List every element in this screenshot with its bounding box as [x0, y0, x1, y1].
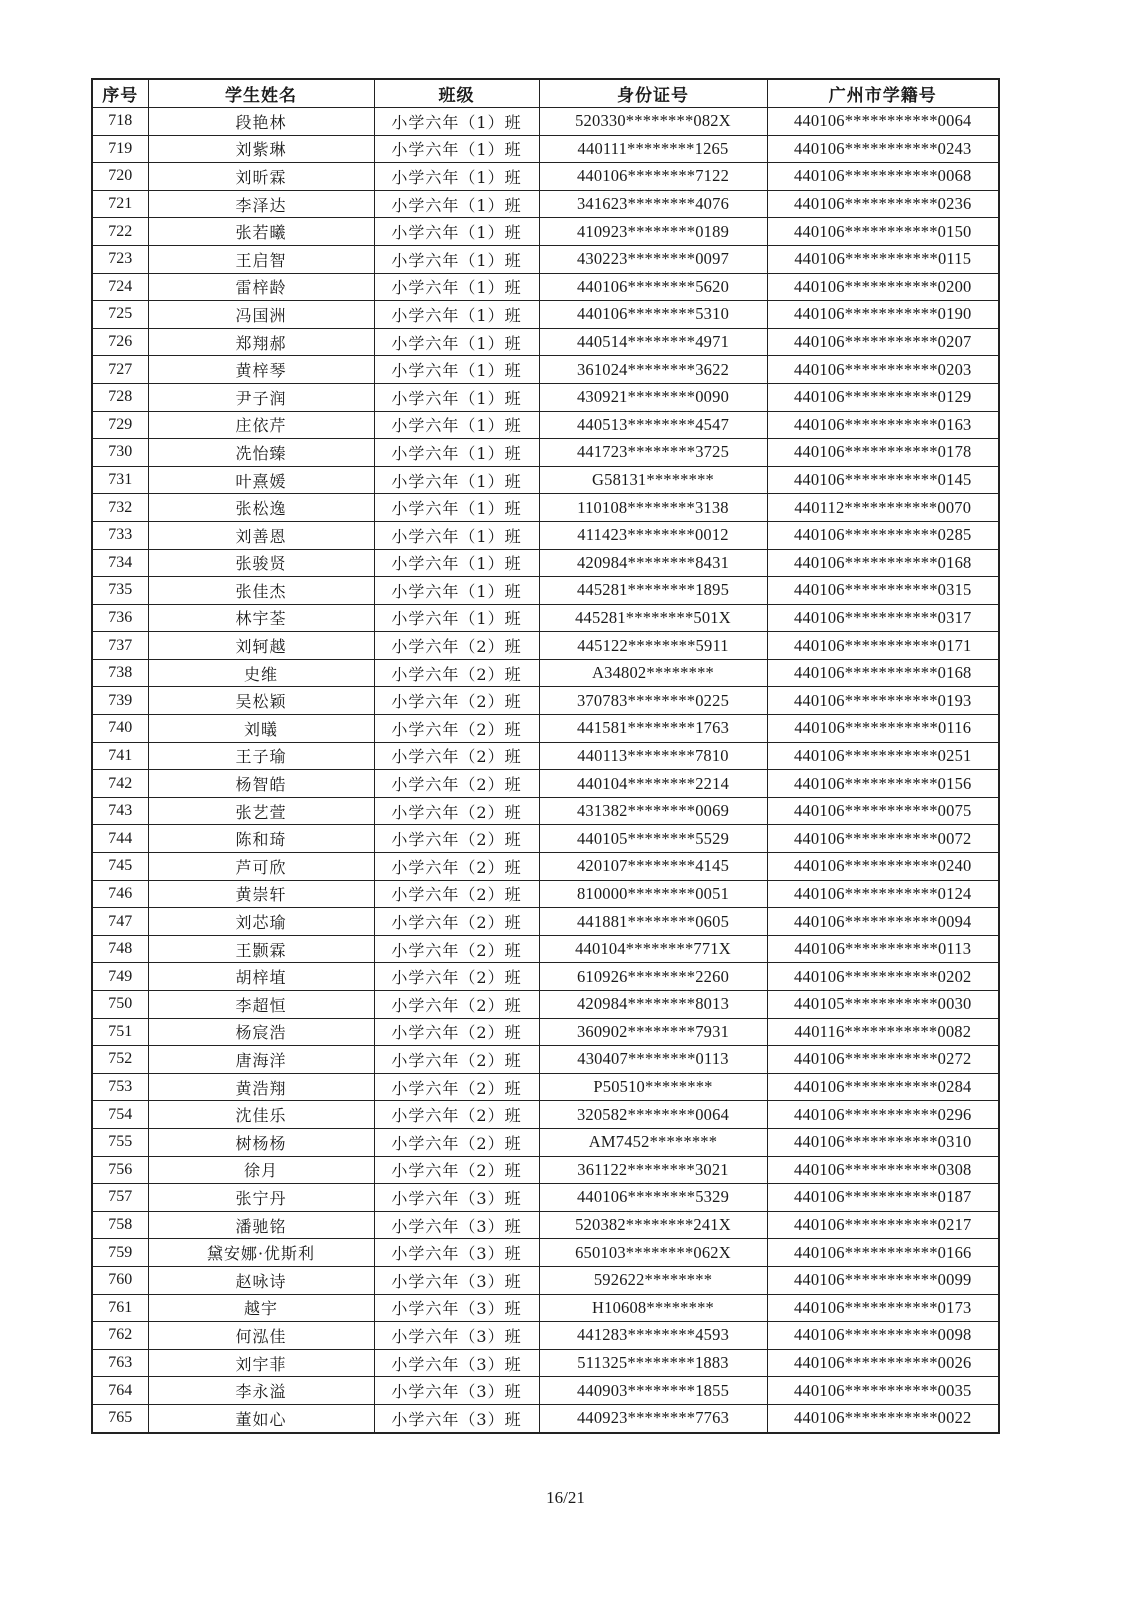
cell-student-name: 杨智皓 — [148, 770, 374, 798]
cell-student-name: 黄浩翔 — [148, 1073, 374, 1101]
cell-seq: 764 — [92, 1377, 148, 1405]
table-row — [92, 439, 999, 467]
cell-seq: 758 — [92, 1211, 148, 1239]
table-row — [92, 935, 999, 963]
table-row — [92, 301, 999, 329]
cell-class: 小学六年（2）班 — [374, 963, 539, 991]
cell-class: 小学六年（3）班 — [374, 1404, 539, 1432]
cell-student-name: 越宇 — [148, 1294, 374, 1322]
cell-seq: 748 — [92, 935, 148, 963]
cell-seq: 720 — [92, 163, 148, 191]
cell-id-number: 110108********3138 — [539, 494, 767, 522]
cell-registry-number: 440106***********0022 — [767, 1404, 999, 1432]
cell-id-number: 441283********4593 — [539, 1322, 767, 1350]
table-row — [92, 577, 999, 605]
cell-registry-number: 440106***********0251 — [767, 742, 999, 770]
cell-id-number: 440111********1265 — [539, 135, 767, 163]
table-row — [92, 273, 999, 301]
table-row — [92, 991, 999, 1019]
cell-student-name: 李超恒 — [148, 991, 374, 1019]
table-row — [92, 742, 999, 770]
cell-student-name: 刘宇菲 — [148, 1349, 374, 1377]
table-row — [92, 328, 999, 356]
table-row — [92, 1377, 999, 1405]
cell-class: 小学六年（2）班 — [374, 1046, 539, 1074]
cell-id-number: 320582********0064 — [539, 1101, 767, 1129]
cell-student-name: 冯国洲 — [148, 301, 374, 329]
cell-class: 小学六年（2）班 — [374, 687, 539, 715]
cell-student-name: 刘善恩 — [148, 521, 374, 549]
cell-seq: 761 — [92, 1294, 148, 1322]
cell-id-number: 440514********4971 — [539, 328, 767, 356]
cell-class: 小学六年（2）班 — [374, 825, 539, 853]
table-row — [92, 659, 999, 687]
cell-class: 小学六年（1）班 — [374, 301, 539, 329]
cell-student-name: 史维 — [148, 659, 374, 687]
cell-registry-number: 440106***********0315 — [767, 577, 999, 605]
cell-class: 小学六年（3）班 — [374, 1349, 539, 1377]
cell-student-name: 杨宸浩 — [148, 1018, 374, 1046]
cell-id-number: G58131******** — [539, 466, 767, 494]
header-student-registry-number: 广州市学籍号 — [767, 79, 999, 108]
cell-seq: 739 — [92, 687, 148, 715]
cell-id-number: 650103********062X — [539, 1239, 767, 1267]
cell-seq: 752 — [92, 1046, 148, 1074]
cell-seq: 734 — [92, 549, 148, 577]
cell-registry-number: 440106***********0163 — [767, 411, 999, 439]
cell-seq: 765 — [92, 1404, 148, 1432]
cell-student-name: 徐月 — [148, 1156, 374, 1184]
cell-seq: 725 — [92, 301, 148, 329]
cell-seq: 718 — [92, 108, 148, 136]
table-body — [92, 108, 999, 1433]
table-row — [92, 1184, 999, 1212]
cell-registry-number: 440106***********0236 — [767, 190, 999, 218]
cell-class: 小学六年（1）班 — [374, 163, 539, 191]
cell-id-number: 441581********1763 — [539, 715, 767, 743]
cell-class: 小学六年（2）班 — [374, 853, 539, 881]
cell-student-name: 张佳杰 — [148, 577, 374, 605]
cell-id-number: 440106********5310 — [539, 301, 767, 329]
cell-id-number: A34802******** — [539, 659, 767, 687]
cell-registry-number: 440106***********0285 — [767, 521, 999, 549]
cell-seq: 746 — [92, 880, 148, 908]
cell-registry-number: 440106***********0202 — [767, 963, 999, 991]
cell-id-number: 430407********0113 — [539, 1046, 767, 1074]
cell-id-number: 410923********0189 — [539, 218, 767, 246]
cell-class: 小学六年（2）班 — [374, 715, 539, 743]
cell-registry-number: 440106***********0150 — [767, 218, 999, 246]
cell-registry-number: 440106***********0113 — [767, 935, 999, 963]
cell-id-number: 520330********082X — [539, 108, 767, 136]
cell-class: 小学六年（1）班 — [374, 245, 539, 273]
table-row — [92, 1404, 999, 1432]
cell-registry-number: 440105***********0030 — [767, 991, 999, 1019]
cell-seq: 724 — [92, 273, 148, 301]
cell-student-name: 庄依芹 — [148, 411, 374, 439]
table-row — [92, 1156, 999, 1184]
cell-class: 小学六年（2）班 — [374, 632, 539, 660]
cell-student-name: 张若曦 — [148, 218, 374, 246]
cell-class: 小学六年（2）班 — [374, 1101, 539, 1129]
cell-seq: 719 — [92, 135, 148, 163]
cell-registry-number: 440106***********0217 — [767, 1211, 999, 1239]
cell-student-name: 张骏贤 — [148, 549, 374, 577]
table-row — [92, 1349, 999, 1377]
cell-student-name: 刘芯瑜 — [148, 908, 374, 936]
table-row — [92, 549, 999, 577]
cell-seq: 730 — [92, 439, 148, 467]
cell-seq: 763 — [92, 1349, 148, 1377]
table-row — [92, 245, 999, 273]
cell-class: 小学六年（1）班 — [374, 328, 539, 356]
cell-id-number: 511325********1883 — [539, 1349, 767, 1377]
cell-class: 小学六年（1）班 — [374, 494, 539, 522]
table-row — [92, 1211, 999, 1239]
cell-id-number: 370783********0225 — [539, 687, 767, 715]
cell-registry-number: 440106***********0200 — [767, 273, 999, 301]
cell-id-number: 445281********501X — [539, 604, 767, 632]
header-class: 班级 — [374, 79, 539, 108]
cell-registry-number: 440106***********0240 — [767, 853, 999, 881]
cell-student-name: 王启智 — [148, 245, 374, 273]
cell-seq: 749 — [92, 963, 148, 991]
cell-seq: 743 — [92, 797, 148, 825]
cell-class: 小学六年（3）班 — [374, 1184, 539, 1212]
cell-registry-number: 440106***********0178 — [767, 439, 999, 467]
cell-seq: 755 — [92, 1128, 148, 1156]
cell-student-name: 黄梓琴 — [148, 356, 374, 384]
table-row — [92, 163, 999, 191]
cell-student-name: 树杨杨 — [148, 1128, 374, 1156]
cell-seq: 759 — [92, 1239, 148, 1267]
cell-id-number: 440105********5529 — [539, 825, 767, 853]
cell-registry-number: 440106***********0075 — [767, 797, 999, 825]
cell-registry-number: 440106***********0308 — [767, 1156, 999, 1184]
cell-seq: 760 — [92, 1266, 148, 1294]
cell-registry-number: 440106***********0317 — [767, 604, 999, 632]
cell-registry-number: 440106***********0284 — [767, 1073, 999, 1101]
table-row — [92, 135, 999, 163]
cell-id-number: 440106********7122 — [539, 163, 767, 191]
header-student-name: 学生姓名 — [148, 79, 374, 108]
table-row — [92, 604, 999, 632]
table-row — [92, 632, 999, 660]
cell-class: 小学六年（2）班 — [374, 1128, 539, 1156]
cell-id-number: 341623********4076 — [539, 190, 767, 218]
cell-class: 小学六年（2）班 — [374, 797, 539, 825]
cell-seq: 722 — [92, 218, 148, 246]
cell-id-number: 361024********3622 — [539, 356, 767, 384]
cell-student-name: 叶熹媛 — [148, 466, 374, 494]
cell-id-number: AM7452******** — [539, 1128, 767, 1156]
cell-class: 小学六年（2）班 — [374, 880, 539, 908]
cell-registry-number: 440106***********0168 — [767, 659, 999, 687]
table-row — [92, 466, 999, 494]
student-roster-sheet — [91, 78, 1000, 1434]
cell-registry-number: 440106***********0099 — [767, 1266, 999, 1294]
cell-class: 小学六年（2）班 — [374, 659, 539, 687]
cell-class: 小学六年（2）班 — [374, 742, 539, 770]
table-row — [92, 797, 999, 825]
table-row — [92, 1322, 999, 1350]
cell-registry-number: 440106***********0166 — [767, 1239, 999, 1267]
cell-student-name: 刘紫琳 — [148, 135, 374, 163]
cell-student-name: 李永溢 — [148, 1377, 374, 1405]
cell-id-number: H10608******** — [539, 1294, 767, 1322]
cell-class: 小学六年（2）班 — [374, 770, 539, 798]
cell-class: 小学六年（1）班 — [374, 218, 539, 246]
cell-seq: 753 — [92, 1073, 148, 1101]
table-row — [92, 770, 999, 798]
cell-registry-number: 440106***********0064 — [767, 108, 999, 136]
cell-class: 小学六年（3）班 — [374, 1294, 539, 1322]
table-row — [92, 853, 999, 881]
cell-class: 小学六年（1）班 — [374, 604, 539, 632]
cell-seq: 742 — [92, 770, 148, 798]
cell-registry-number: 440106***********0068 — [767, 163, 999, 191]
cell-student-name: 唐海洋 — [148, 1046, 374, 1074]
cell-student-name: 郑翔郝 — [148, 328, 374, 356]
cell-class: 小学六年（2）班 — [374, 991, 539, 1019]
cell-id-number: 440106********5329 — [539, 1184, 767, 1212]
cell-seq: 751 — [92, 1018, 148, 1046]
cell-id-number: 441881********0605 — [539, 908, 767, 936]
cell-registry-number: 440106***********0310 — [767, 1128, 999, 1156]
header-id-number: 身份证号 — [539, 79, 767, 108]
table-row — [92, 1018, 999, 1046]
cell-registry-number: 440106***********0207 — [767, 328, 999, 356]
cell-registry-number: 440106***********0156 — [767, 770, 999, 798]
cell-seq: 745 — [92, 853, 148, 881]
cell-id-number: 420984********8013 — [539, 991, 767, 1019]
cell-id-number: 430921********0090 — [539, 383, 767, 411]
cell-registry-number: 440116***********0082 — [767, 1018, 999, 1046]
cell-id-number: 440113********7810 — [539, 742, 767, 770]
cell-student-name: 芦可欣 — [148, 853, 374, 881]
cell-student-name: 林宇荃 — [148, 604, 374, 632]
cell-id-number: 610926********2260 — [539, 963, 767, 991]
cell-seq: 721 — [92, 190, 148, 218]
table-row — [92, 1239, 999, 1267]
cell-id-number: 440104********771X — [539, 935, 767, 963]
cell-student-name: 潘驰铭 — [148, 1211, 374, 1239]
cell-class: 小学六年（1）班 — [374, 439, 539, 467]
cell-student-name: 张松逸 — [148, 494, 374, 522]
cell-registry-number: 440106***********0187 — [767, 1184, 999, 1212]
cell-id-number: 420107********4145 — [539, 853, 767, 881]
cell-registry-number: 440106***********0173 — [767, 1294, 999, 1322]
table-row — [92, 383, 999, 411]
table-row — [92, 908, 999, 936]
cell-registry-number: 440106***********0193 — [767, 687, 999, 715]
cell-student-name: 陈和琦 — [148, 825, 374, 853]
cell-seq: 738 — [92, 659, 148, 687]
cell-class: 小学六年（2）班 — [374, 1073, 539, 1101]
table-row — [92, 715, 999, 743]
cell-id-number: 420984********8431 — [539, 549, 767, 577]
cell-student-name: 黛安娜·优斯利 — [148, 1239, 374, 1267]
table-row — [92, 880, 999, 908]
cell-id-number: 440903********1855 — [539, 1377, 767, 1405]
cell-class: 小学六年（2）班 — [374, 1018, 539, 1046]
cell-student-name: 何泓佳 — [148, 1322, 374, 1350]
cell-class: 小学六年（1）班 — [374, 190, 539, 218]
cell-seq: 737 — [92, 632, 148, 660]
cell-class: 小学六年（1）班 — [374, 411, 539, 439]
cell-class: 小学六年（2）班 — [374, 935, 539, 963]
cell-registry-number: 440106***********0296 — [767, 1101, 999, 1129]
cell-registry-number: 440106***********0190 — [767, 301, 999, 329]
cell-class: 小学六年（2）班 — [374, 1156, 539, 1184]
cell-student-name: 刘昕霖 — [148, 163, 374, 191]
cell-seq: 750 — [92, 991, 148, 1019]
cell-registry-number: 440106***********0072 — [767, 825, 999, 853]
cell-student-name: 王子瑜 — [148, 742, 374, 770]
cell-registry-number: 440106***********0203 — [767, 356, 999, 384]
cell-student-name: 董如心 — [148, 1404, 374, 1432]
table-row — [92, 1266, 999, 1294]
cell-id-number: 360902********7931 — [539, 1018, 767, 1046]
cell-registry-number: 440106***********0094 — [767, 908, 999, 936]
cell-registry-number: 440112***********0070 — [767, 494, 999, 522]
cell-seq: 732 — [92, 494, 148, 522]
student-roster-table — [91, 78, 1000, 1434]
cell-seq: 756 — [92, 1156, 148, 1184]
table-row — [92, 218, 999, 246]
cell-registry-number: 440106***********0145 — [767, 466, 999, 494]
cell-seq: 735 — [92, 577, 148, 605]
cell-registry-number: 440106***********0124 — [767, 880, 999, 908]
cell-registry-number: 440106***********0243 — [767, 135, 999, 163]
cell-id-number: 441723********3725 — [539, 439, 767, 467]
cell-class: 小学六年（1）班 — [374, 135, 539, 163]
cell-registry-number: 440106***********0098 — [767, 1322, 999, 1350]
cell-class: 小学六年（1）班 — [374, 466, 539, 494]
table-row — [92, 108, 999, 136]
table-row — [92, 190, 999, 218]
table-row — [92, 494, 999, 522]
cell-class: 小学六年（3）班 — [374, 1266, 539, 1294]
cell-student-name: 张宁丹 — [148, 1184, 374, 1212]
cell-student-name: 尹子润 — [148, 383, 374, 411]
cell-class: 小学六年（3）班 — [374, 1377, 539, 1405]
table-header-row — [92, 79, 999, 108]
table-row — [92, 411, 999, 439]
cell-class: 小学六年（1）班 — [374, 383, 539, 411]
cell-class: 小学六年（3）班 — [374, 1211, 539, 1239]
cell-student-name: 胡梓埴 — [148, 963, 374, 991]
cell-id-number: P50510******** — [539, 1073, 767, 1101]
cell-id-number: 520382********241X — [539, 1211, 767, 1239]
table-row — [92, 963, 999, 991]
cell-id-number: 592622******** — [539, 1266, 767, 1294]
cell-registry-number: 440106***********0168 — [767, 549, 999, 577]
cell-id-number: 810000********0051 — [539, 880, 767, 908]
cell-student-name: 李泽达 — [148, 190, 374, 218]
cell-registry-number: 440106***********0115 — [767, 245, 999, 273]
cell-class: 小学六年（1）班 — [374, 521, 539, 549]
cell-registry-number: 440106***********0116 — [767, 715, 999, 743]
cell-id-number: 411423********0012 — [539, 521, 767, 549]
cell-student-name: 吴松颖 — [148, 687, 374, 715]
table-row — [92, 1073, 999, 1101]
cell-class: 小学六年（1）班 — [374, 273, 539, 301]
table-row — [92, 356, 999, 384]
cell-seq: 728 — [92, 383, 148, 411]
table-row — [92, 1101, 999, 1129]
cell-id-number: 445281********1895 — [539, 577, 767, 605]
cell-id-number: 440513********4547 — [539, 411, 767, 439]
cell-seq: 757 — [92, 1184, 148, 1212]
table-row — [92, 825, 999, 853]
cell-registry-number: 440106***********0129 — [767, 383, 999, 411]
header-seq: 序号 — [92, 79, 148, 108]
cell-class: 小学六年（1）班 — [374, 108, 539, 136]
cell-registry-number: 440106***********0171 — [767, 632, 999, 660]
cell-class: 小学六年（1）班 — [374, 577, 539, 605]
table-row — [92, 687, 999, 715]
cell-student-name: 刘㬢 — [148, 715, 374, 743]
cell-seq: 731 — [92, 466, 148, 494]
cell-seq: 727 — [92, 356, 148, 384]
cell-seq: 723 — [92, 245, 148, 273]
cell-seq: 736 — [92, 604, 148, 632]
cell-student-name: 雷梓龄 — [148, 273, 374, 301]
cell-seq: 729 — [92, 411, 148, 439]
cell-id-number: 430223********0097 — [539, 245, 767, 273]
cell-student-name: 刘轲越 — [148, 632, 374, 660]
cell-seq: 733 — [92, 521, 148, 549]
cell-registry-number: 440106***********0272 — [767, 1046, 999, 1074]
table-row — [92, 1128, 999, 1156]
cell-class: 小学六年（1）班 — [374, 549, 539, 577]
page-number: 16/21 — [546, 1488, 585, 1507]
cell-id-number: 440923********7763 — [539, 1404, 767, 1432]
cell-seq: 740 — [92, 715, 148, 743]
cell-seq: 726 — [92, 328, 148, 356]
cell-class: 小学六年（3）班 — [374, 1322, 539, 1350]
cell-student-name: 冼怡臻 — [148, 439, 374, 467]
cell-seq: 762 — [92, 1322, 148, 1350]
cell-seq: 754 — [92, 1101, 148, 1129]
cell-student-name: 张艺萱 — [148, 797, 374, 825]
cell-class: 小学六年（2）班 — [374, 908, 539, 936]
cell-student-name: 黄崇轩 — [148, 880, 374, 908]
cell-seq: 744 — [92, 825, 148, 853]
cell-id-number: 445122********5911 — [539, 632, 767, 660]
cell-registry-number: 440106***********0035 — [767, 1377, 999, 1405]
table-row — [92, 521, 999, 549]
cell-id-number: 361122********3021 — [539, 1156, 767, 1184]
cell-id-number: 440106********5620 — [539, 273, 767, 301]
cell-id-number: 431382********0069 — [539, 797, 767, 825]
cell-seq: 741 — [92, 742, 148, 770]
cell-student-name: 段艳林 — [148, 108, 374, 136]
cell-class: 小学六年（3）班 — [374, 1239, 539, 1267]
cell-student-name: 赵咏诗 — [148, 1266, 374, 1294]
table-row — [92, 1294, 999, 1322]
cell-class: 小学六年（1）班 — [374, 356, 539, 384]
cell-seq: 747 — [92, 908, 148, 936]
table-row — [92, 1046, 999, 1074]
cell-student-name: 王颢霖 — [148, 935, 374, 963]
cell-student-name: 沈佳乐 — [148, 1101, 374, 1129]
cell-registry-number: 440106***********0026 — [767, 1349, 999, 1377]
cell-id-number: 440104********2214 — [539, 770, 767, 798]
